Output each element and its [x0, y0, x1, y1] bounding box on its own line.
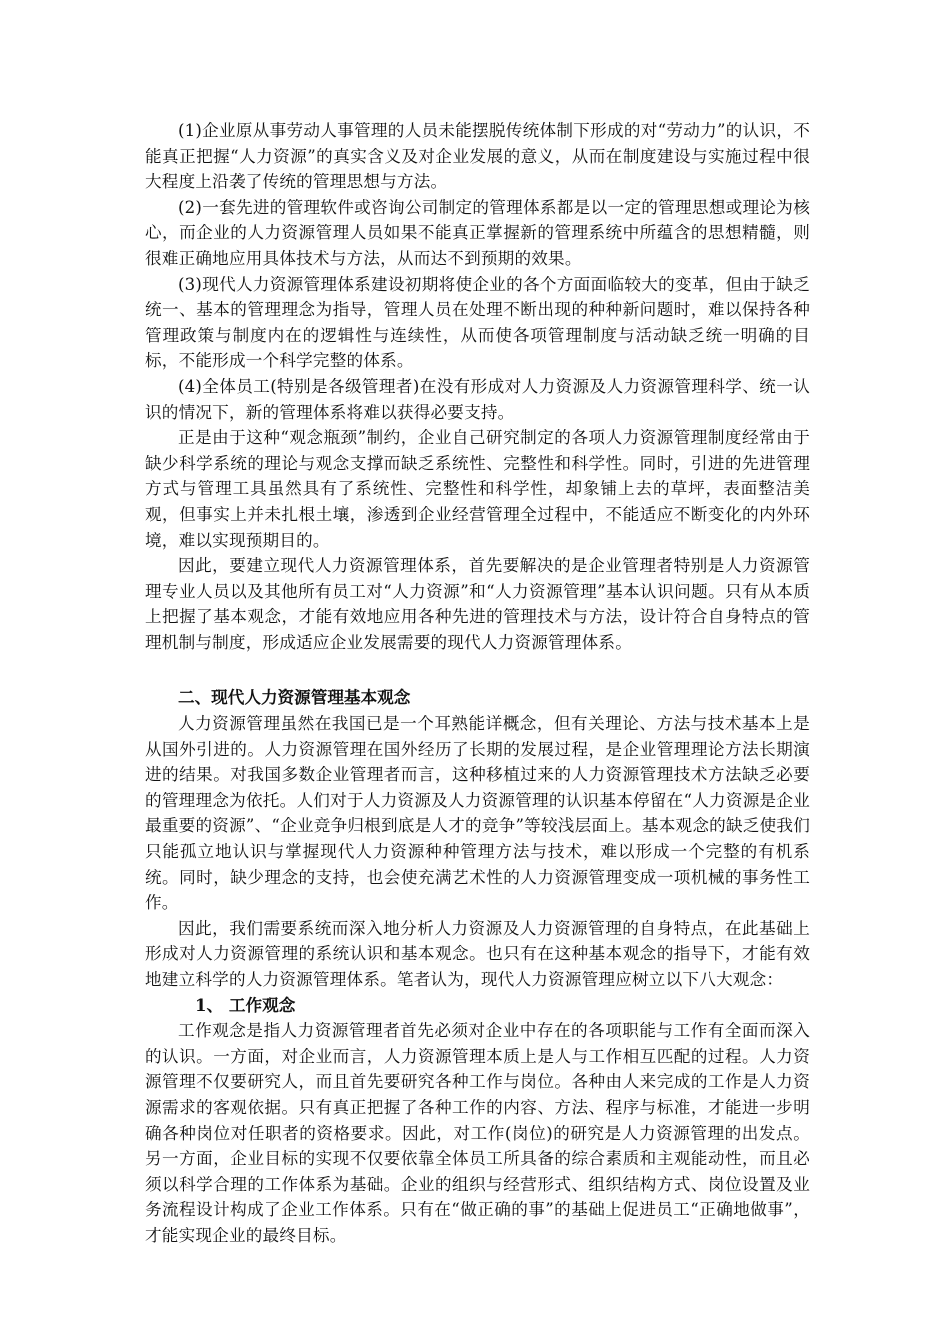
- paragraph: 因此，我们需要系统而深入地分析人力资源及人力资源管理的自身特点，在此基础上形成对人力资源管理的系统认识和基本观念。也只有在这种基本观念的指导下，才能有效地建立科学的人力资源管理体系。笔者认为，现代人力资源管理应树立以下八大观念：: [145, 918, 810, 989]
- paragraph: 人力资源管理虽然在我国已是一个耳熟能详概念，但有关理论、方法与技术基本上是从国外引进的。人力资源管理在国外经历了长期的发展过程，是企业管理理论方法长期演进的结果。对我国多数企业管理者而言，这种移植过来的人力资源管理技术方法缺乏必要的管理理念为依托。人们对于人力资源及人力资源管理的认识基本停留在“人力资源是企业最重要的资源”、“企业竞争归根到底是人才的竞争”等较浅层面上。基本观念的缺乏使我们只能孤立地认识与掌握现代人力资源种种管理方法与技术，难以形成一个完整的有机系统。同时，缺少理念的支持，也会使充满艺术性的人力资源管理变成一项机械的事务性工作。: [145, 714, 810, 913]
- paragraph: (3)现代人力资源管理体系建设初期将使企业的各个方面面临较大的变革，但由于缺乏统一、基本的管理理念为指导，管理人员在处理不断出现的种种新问题时，难以保持各种管理政策与制度内在的逻辑性与连续性，从而使各项管理制度与活动缺乏统一明确的目标，不能形成一个科学完整的体系。: [145, 274, 810, 371]
- paragraph: 因此，要建立现代人力资源管理体系，首先要解决的是企业管理者特别是人力资源管理专业人员以及其他所有员工对“人力资源”和“人力资源管理”基本认识问题。只有从本质上把握了基本观念，才能有效地应用各种先进的管理技术与方法，设计符合自身特点的管理机制与制度，形成适应企业发展需要的现代人力资源管理体系。: [145, 556, 810, 652]
- blank-line: [145, 655, 810, 685]
- subheading: 1、 工作观念: [195, 994, 296, 1015]
- paragraph: 工作观念是指人力资源管理者首先必须对企业中存在的各项职能与工作有全面而深入的认识。一方面，对企业而言，人力资源管理本质上是人与工作相互匹配的过程。人力资源管理不仅要研究人，而且首先要研究各种工作与岗位。各种由人来完成的工作是人力资源需求的客观依据。只有真正把握了各种工作的内容、方法、程序与标准，才能进一步明确各种岗位对任职者的资格要求。因此，对工作(岗位)的研究是人力资源管理的出发点。另一方面，企业目标的实现不仅要依靠全体员工所具备的综合素质和主观能动性，而且必须以科学合理的工作体系为基础。企业的组织与经营形式、组织结构方式、岗位设置及业务流程设计构成了企业工作体系。只有在“做正确的事”的基础上促进员工“正确地做事”，才能实现企业的最终目标。: [145, 1021, 810, 1245]
- paragraph: (1)企业原从事劳动人事管理的人员未能摆脱传统体制下形成的对“劳动力”的认识，不能真正把握“人力资源”的真实含义及对企业发展的意义，从而在制度建设与实施过程中很大程度上沿袭了传统的管理思想与方法。: [145, 121, 810, 192]
- paragraph: (4)全体员工(特别是各级管理者)在没有形成对人力资源及人力资源管理科学、统一认识的情况下，新的管理体系将难以获得必要支持。: [145, 376, 810, 422]
- document-page: [145, 118, 810, 1249]
- section-heading: 二、现代人力资源管理基本观念: [178, 688, 411, 708]
- paragraph: 正是由于这种“观念瓶颈”制约，企业自己研究制定的各项人力资源管理制度经常由于缺少科学系统的理论与观念支撑而缺乏系统性、完整性和科学性。同时，引进的先进管理方式与管理工具虽然具有了系统性、完整性和科学性，却象铺上去的草坪，表面整洁美观，但事实上并未扎根土壤，渗透到企业经营管理全过程中，不能适应不断变化的内外环境，难以实现预期目的。: [145, 428, 810, 550]
- paragraph: (2)一套先进的管理软件或咨询公司制定的管理体系都是以一定的管理思想或理论为核心，而企业的人力资源管理人员如果不能真正掌握新的管理系统中所蕴含的思想精髓，则很难正确地应用具体技术与方法，从而达不到预期的效果。: [145, 197, 810, 268]
